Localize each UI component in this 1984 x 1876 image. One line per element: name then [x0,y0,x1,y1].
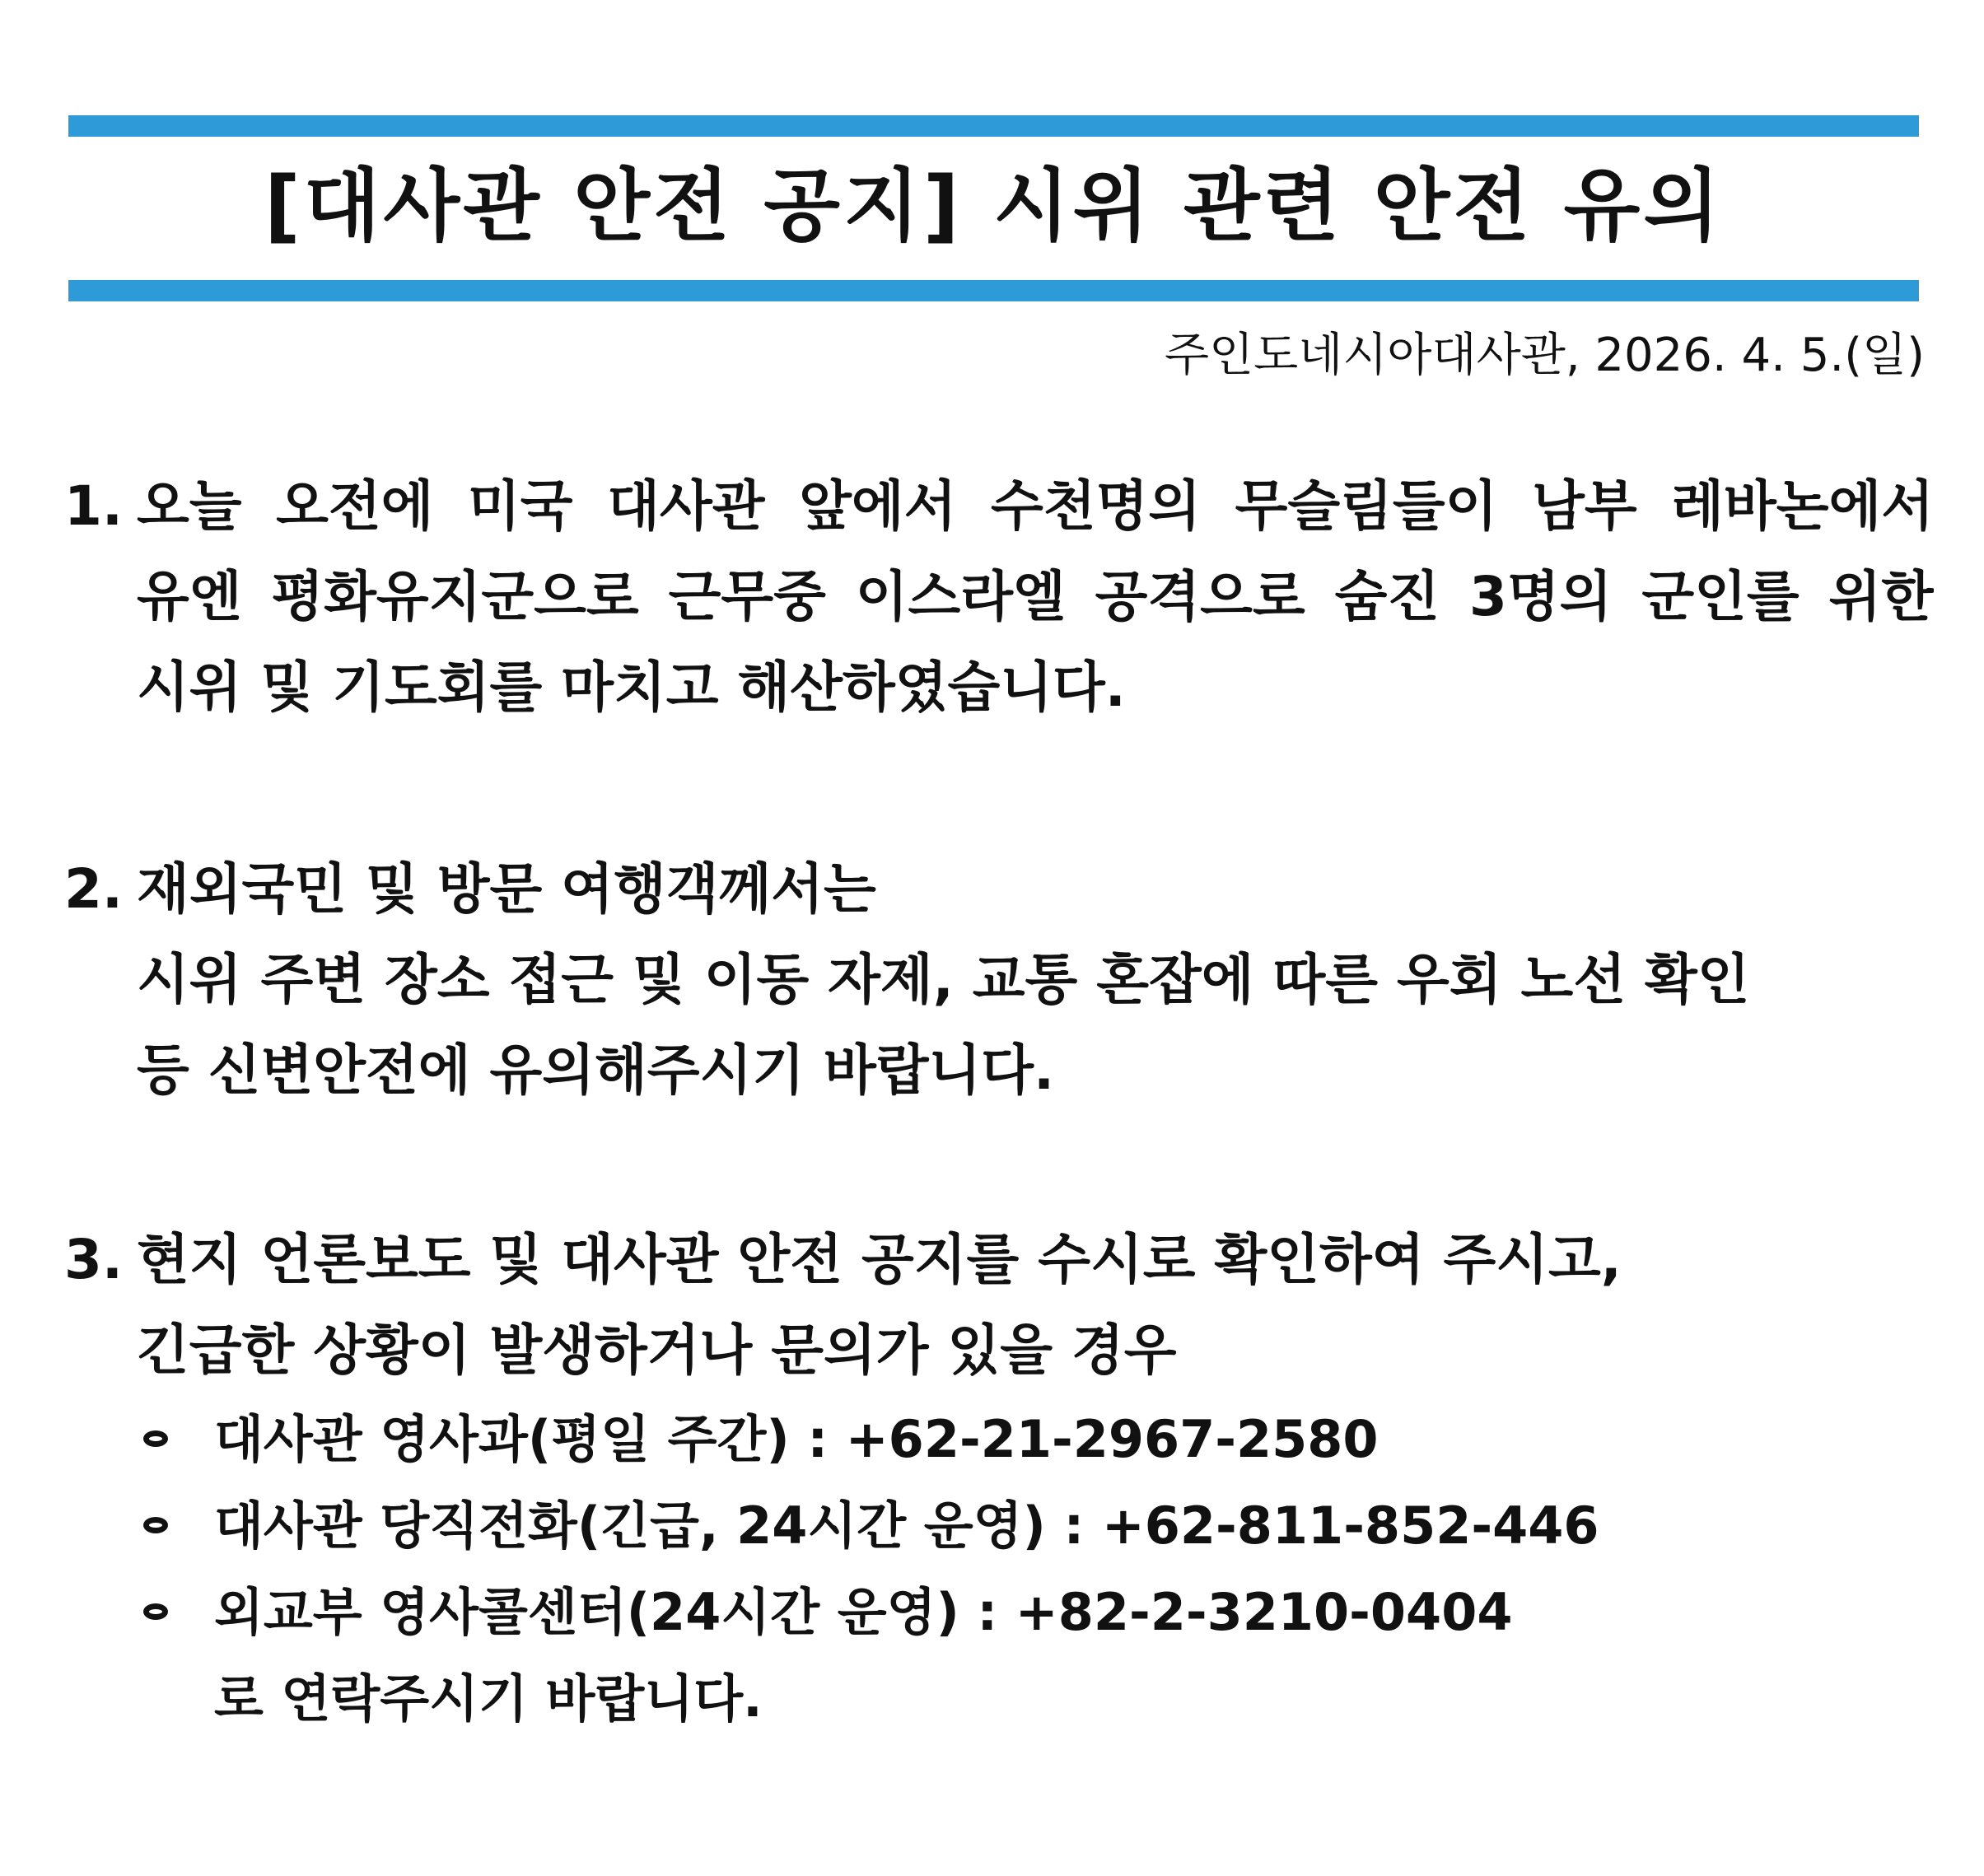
paragraph-1 [64,461,1934,733]
contact-item-duty-phone [138,1482,1868,1569]
paragraph-3 [64,1215,1934,1396]
paragraph-text: 시위 주변 장소 접근 및 이동 자제, 교통 혼잡에 따른 우회 노선 확인 [137,948,1750,1011]
paragraph-2 [64,844,1934,1116]
paragraph-line [64,461,1934,552]
circle-bullet-icon [143,1517,168,1533]
paragraph-line [64,1025,1934,1116]
circle-bullet-icon [143,1430,168,1447]
paragraph-text: 시위 및 기도회를 마치고 해산하였습니다. [137,656,1126,719]
contact-text: 대사관 영사과(평일 주간) : +62-21-2967-2580 [214,1409,1379,1469]
dateline: 주인도네시아대사관, 2026. 4. 5.(일) [1164,329,1925,382]
contact-list [138,1396,1868,1742]
paragraph-text: 유엔 평화유지군으로 근무중 이스라엘 공격으로 숨진 3명의 군인를 위한 [137,565,1934,628]
contact-text: 대사관 당직전화(긴급, 24시간 운영) : +62-811-852-446 [214,1496,1599,1556]
closing-text: 로 연락주시기 바랍니다. [214,1668,763,1729]
paragraph-text: 재외국민 및 방문 여행객께서는 [137,857,876,921]
paragraph-text: 오늘 오전에 미국 대사관 앞에서 수천명의 무슬림들이 남부 레바논에서 [137,474,1934,538]
paragraph-number: 2. [64,857,123,921]
paragraph-number: 3. [64,1228,123,1291]
paragraph-line [64,552,1934,642]
paragraph-line [64,844,1934,935]
paragraph-text: 등 신변안전에 유의해주시기 바랍니다. [137,1038,1055,1102]
paragraph-text: 긴급한 상황이 발생하거나 문의가 있을 경우 [137,1318,1177,1382]
circle-bullet-icon [143,1603,168,1620]
notice-title: [대사관 안전 공지] 시위 관련 안전 유의 [264,160,1724,252]
contact-item-call-center [138,1569,1868,1655]
contact-text: 외교부 영사콜센터(24시간 운영) : +82-2-3210-0404 [214,1582,1513,1642]
paragraph-line [64,642,1934,733]
title-bottom-rule [68,280,1919,301]
title-top-rule [68,115,1919,137]
paragraph-number: 1. [64,474,123,538]
paragraph-line [64,935,1934,1025]
paragraph-line [64,1215,1934,1305]
paragraph-line [64,1305,1934,1396]
contact-item-consular [138,1396,1868,1482]
paragraph-text: 현지 언론보도 및 대사관 안전 공지를 수시로 확인하여 주시고, [137,1228,1622,1291]
